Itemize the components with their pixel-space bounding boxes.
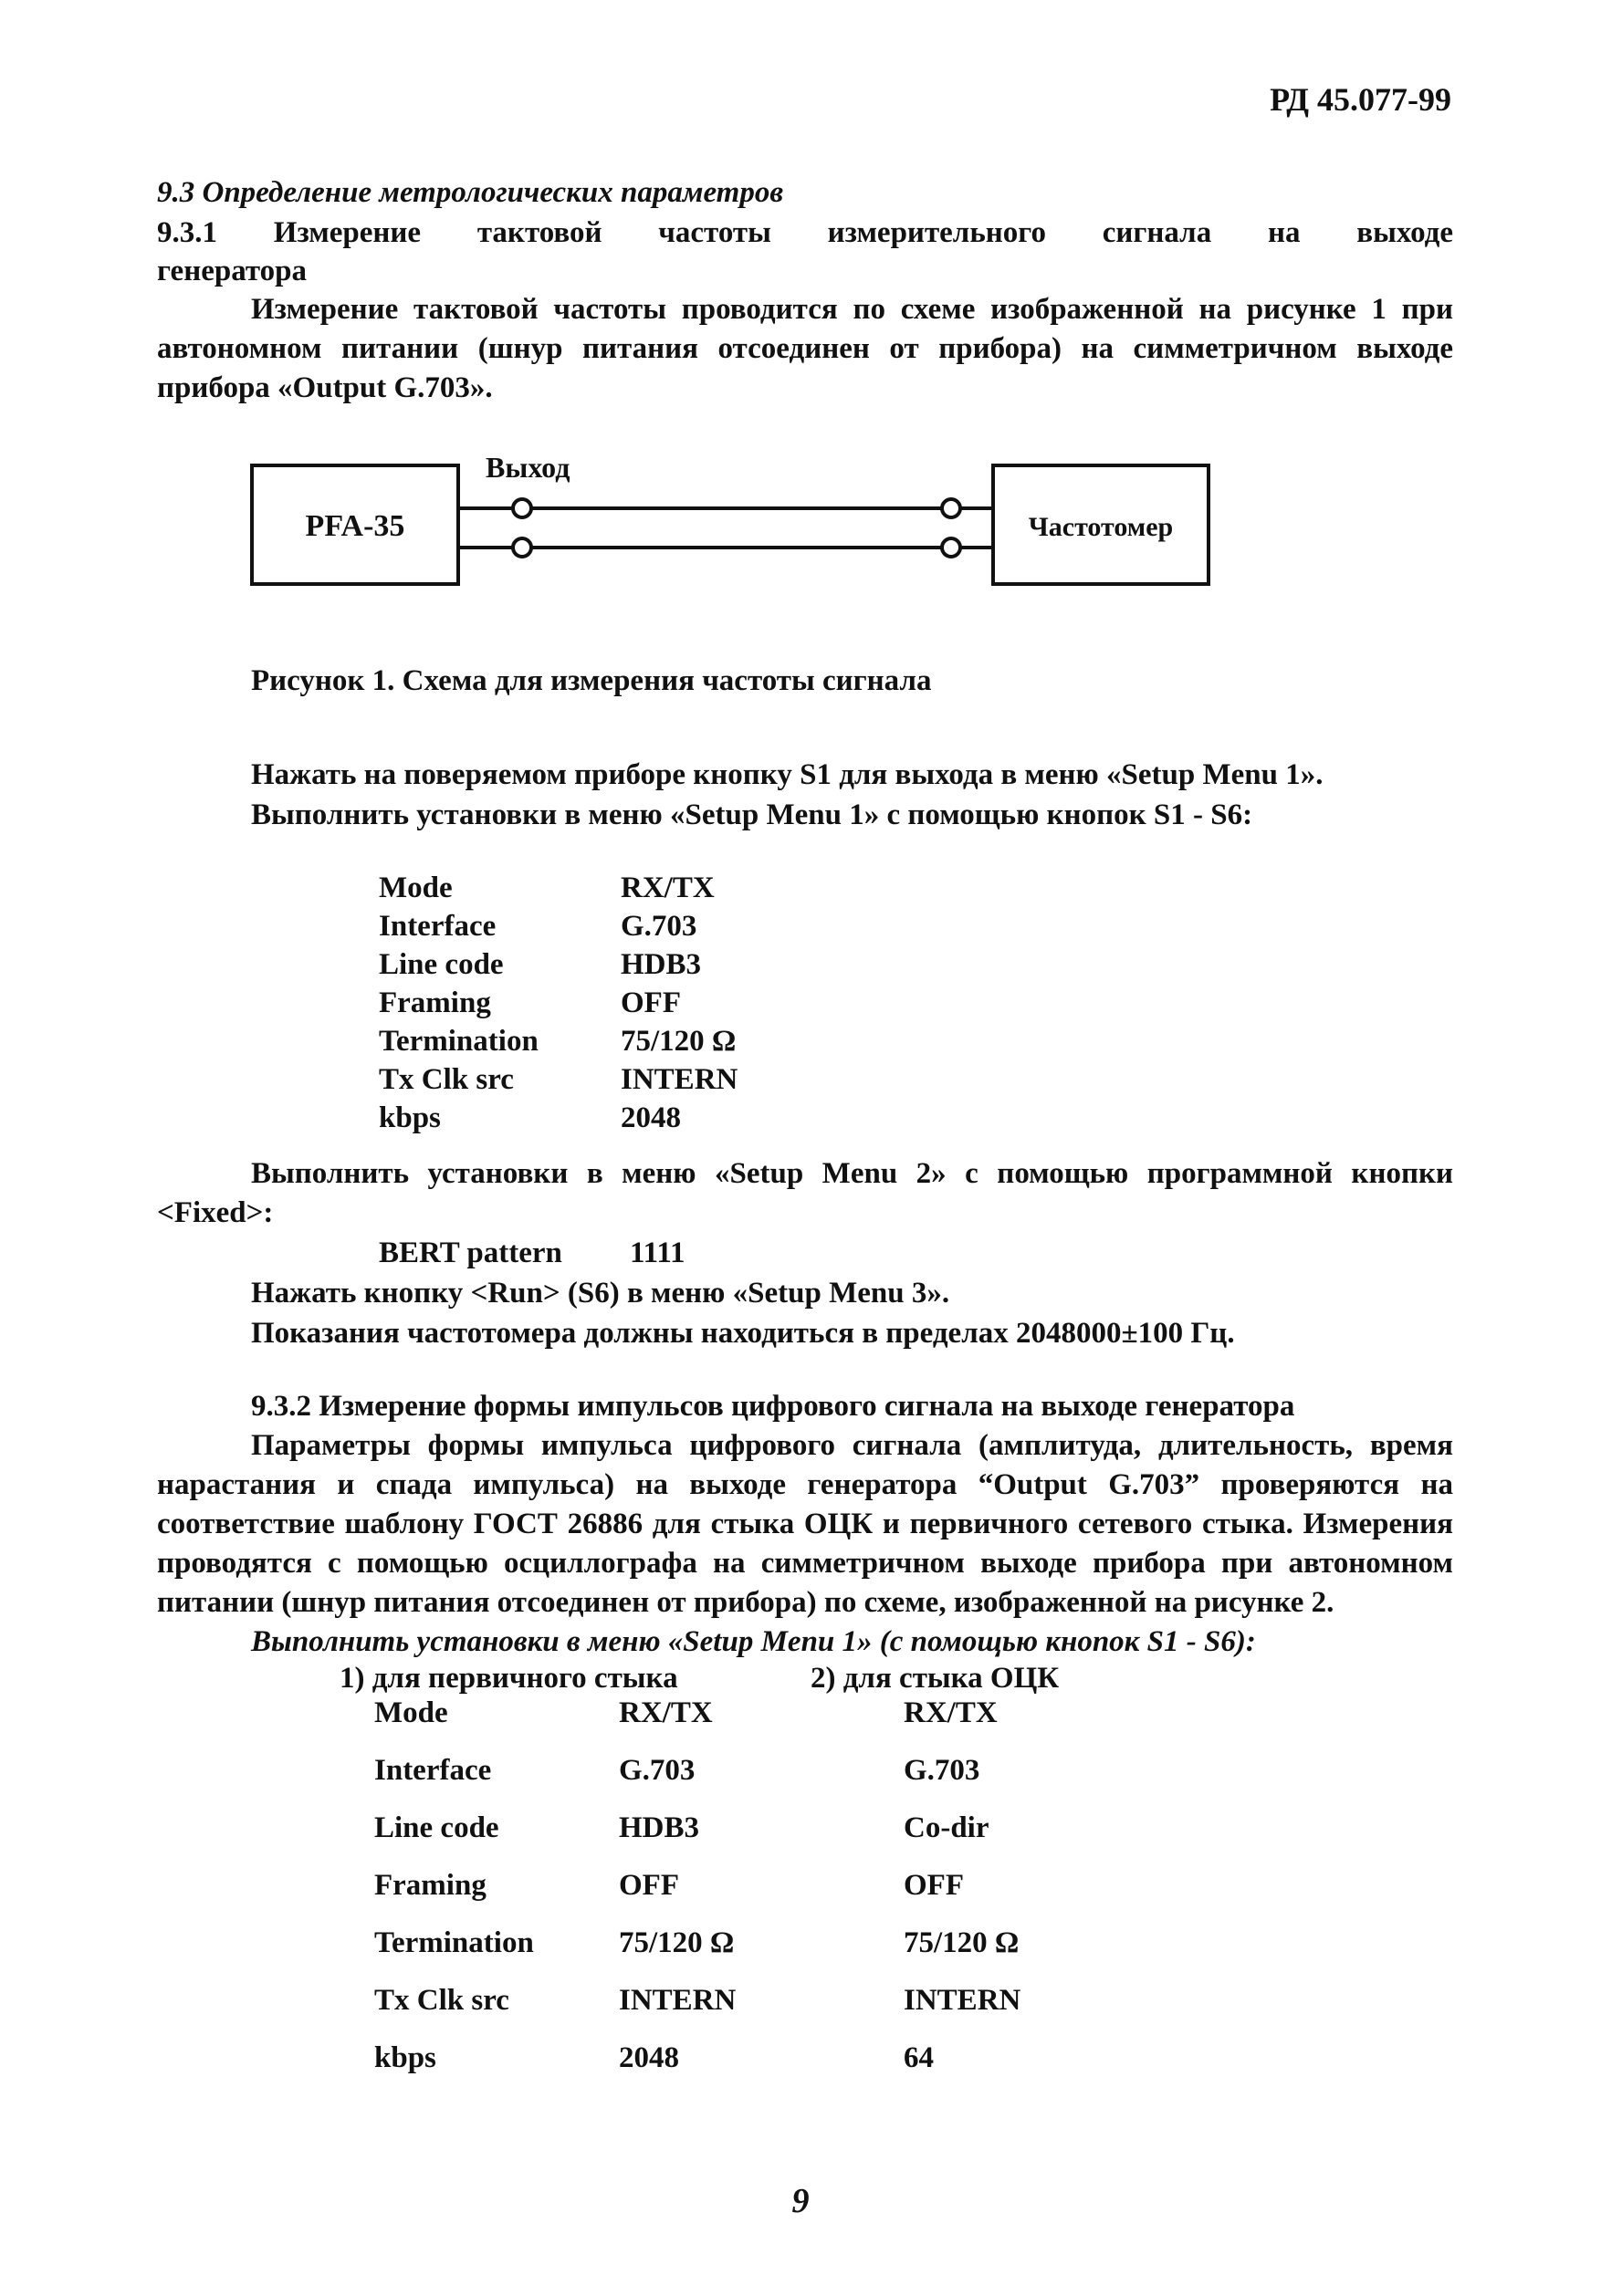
instruction-press-run: Нажать кнопку <Run> (S6) в меню «Setup Menu 3». bbox=[251, 1277, 950, 1310]
instruction-setup-menu-1: Выполнить установки в меню «Setup Menu 1» с помощью кнопок S1 - S6: bbox=[251, 798, 1253, 831]
setting-value-okc: RX/TX bbox=[904, 1696, 998, 1729]
section-9-3-2-paragraph-line1: Параметры формы импульса цифрового сигнала (амплитуда, длительность, время bbox=[251, 1429, 1453, 1462]
section-9-3-2-paragraph-line4: проводятся с помощью осциллографа на симметричном выходе прибора при автономном bbox=[157, 1547, 1453, 1580]
section-9-3-title: 9.3 Определение метрологических параметров bbox=[157, 176, 784, 209]
setting-value-okc: G.703 bbox=[904, 1754, 980, 1787]
setting-name: Tx Clk src bbox=[374, 1984, 509, 2017]
figure-1-caption: Рисунок 1. Схема для измерения частоты сигнала bbox=[251, 664, 932, 697]
section-9-3-2-title: 9.3.2 Измерение формы импульсов цифрового сигнала на выходе генератора bbox=[251, 1390, 1295, 1423]
frequency-meter-label: Частотомер bbox=[1028, 512, 1174, 542]
section-9-3-1-paragraph-line3: прибора «Output G.703». bbox=[157, 371, 493, 404]
section-9-3-1-paragraph-line1: Измерение тактовой частоты проводится по схеме изображенной на рисунке 1 при bbox=[251, 293, 1453, 326]
setting-value-primary: 75/120 Ω bbox=[619, 1926, 735, 1959]
terminal-circle bbox=[942, 499, 960, 517]
setting-name: Termination bbox=[374, 1926, 534, 1959]
section-9-3-2-paragraph-line5: питании (шнур питания отсоединен от прибора) по схеме, изображенной на рисунке 2. bbox=[157, 1586, 1334, 1619]
instruction-setup-menu-2-line2: <Fixed>: bbox=[157, 1196, 274, 1229]
setting-value: HDB3 bbox=[621, 948, 702, 981]
page-number: 9 bbox=[791, 2182, 810, 2220]
setting-value-primary: INTERN bbox=[619, 1984, 737, 2017]
setting-name: kbps bbox=[374, 2041, 436, 2074]
instruction-frequency-limits: Показания частотомера должны находиться в пределах 2048000±100 Гц. bbox=[251, 1317, 1235, 1350]
setting-value: 2048 bbox=[621, 1101, 681, 1134]
setting-name: Interface bbox=[379, 910, 497, 943]
setting-value-okc: 64 bbox=[904, 2041, 934, 2074]
setting-value-okc: Co-dir bbox=[904, 1811, 989, 1844]
terminal-circle bbox=[942, 538, 960, 557]
setting-name: Interface bbox=[374, 1754, 492, 1787]
setting-value: G.703 bbox=[621, 910, 697, 943]
bert-pattern-value: 1111 bbox=[630, 1237, 685, 1269]
setting-name: Framing bbox=[374, 1869, 487, 1902]
setting-value-primary: G.703 bbox=[619, 1754, 696, 1787]
setting-name: kbps bbox=[379, 1101, 441, 1134]
instruction-press-s1: Нажать на поверяемом приборе кнопку S1 для выхода в меню «Setup Menu 1». bbox=[251, 758, 1324, 791]
setting-name: Line code bbox=[379, 948, 504, 981]
setting-value-primary: OFF bbox=[619, 1869, 679, 1902]
section-9-3-1-paragraph-line2: автономном питании (шнур питания отсоединен от прибора) на симметричном выходе bbox=[157, 332, 1453, 365]
terminal-circle bbox=[513, 538, 531, 557]
terminal-circle bbox=[513, 499, 531, 517]
setting-value-okc: OFF bbox=[904, 1869, 964, 1902]
section-9-3-1-title-line1: 9.3.1 Измерение тактовой частоты измерительного сигнала на выходе bbox=[157, 216, 1453, 249]
setting-name: Line code bbox=[374, 1811, 499, 1844]
section-9-3-2-paragraph-line2: нарастания и спада импульса) на выходе генератора “Output G.703” проверяются на bbox=[157, 1468, 1453, 1501]
setting-name: Framing bbox=[379, 986, 491, 1019]
bert-pattern-name: BERT pattern bbox=[379, 1237, 562, 1269]
setting-name: Tx Clk src bbox=[379, 1063, 514, 1096]
instruction-setup-menu-2-line1: Выполнить установки в меню «Setup Menu 2» с помощью программной кнопки bbox=[251, 1157, 1453, 1190]
setting-value: 75/120 Ω bbox=[621, 1025, 737, 1058]
setting-value-primary: RX/TX bbox=[619, 1696, 713, 1729]
setting-name: Termination bbox=[379, 1025, 539, 1058]
figure-1-diagram bbox=[246, 452, 1232, 602]
setting-name: Mode bbox=[379, 871, 453, 904]
setting-value-okc: 75/120 Ω bbox=[904, 1926, 1020, 1959]
section-9-3-2-paragraph-line6: Выполнить установки в меню «Setup Menu 1» (с помощью кнопок S1 - S6): bbox=[251, 1625, 1256, 1658]
setting-value-primary: 2048 bbox=[619, 2041, 679, 2074]
settings-table-2-header-col2: 2) для стыка ОЦК bbox=[811, 1662, 1060, 1695]
setting-value-primary: HDB3 bbox=[619, 1811, 700, 1844]
output-label: Выход bbox=[486, 452, 570, 484]
section-9-3-1-title-line2: генератора bbox=[157, 255, 307, 287]
section-9-3-2-paragraph-line3: соответствие шаблону ГОСТ 26886 для стыка ОЦК и первичного сетевого стыка. Измерения bbox=[157, 1508, 1453, 1540]
setting-value: OFF bbox=[621, 986, 681, 1019]
document-code: РД 45.077-99 bbox=[1270, 81, 1451, 118]
settings-table-2-header-col1: 1) для первичного стыка bbox=[340, 1662, 678, 1695]
setting-value-okc: INTERN bbox=[904, 1984, 1021, 2017]
setting-value: RX/TX bbox=[621, 871, 715, 904]
setting-name: Mode bbox=[374, 1696, 448, 1729]
pfa35-label: PFA-35 bbox=[305, 509, 405, 543]
setting-value: INTERN bbox=[621, 1063, 738, 1096]
